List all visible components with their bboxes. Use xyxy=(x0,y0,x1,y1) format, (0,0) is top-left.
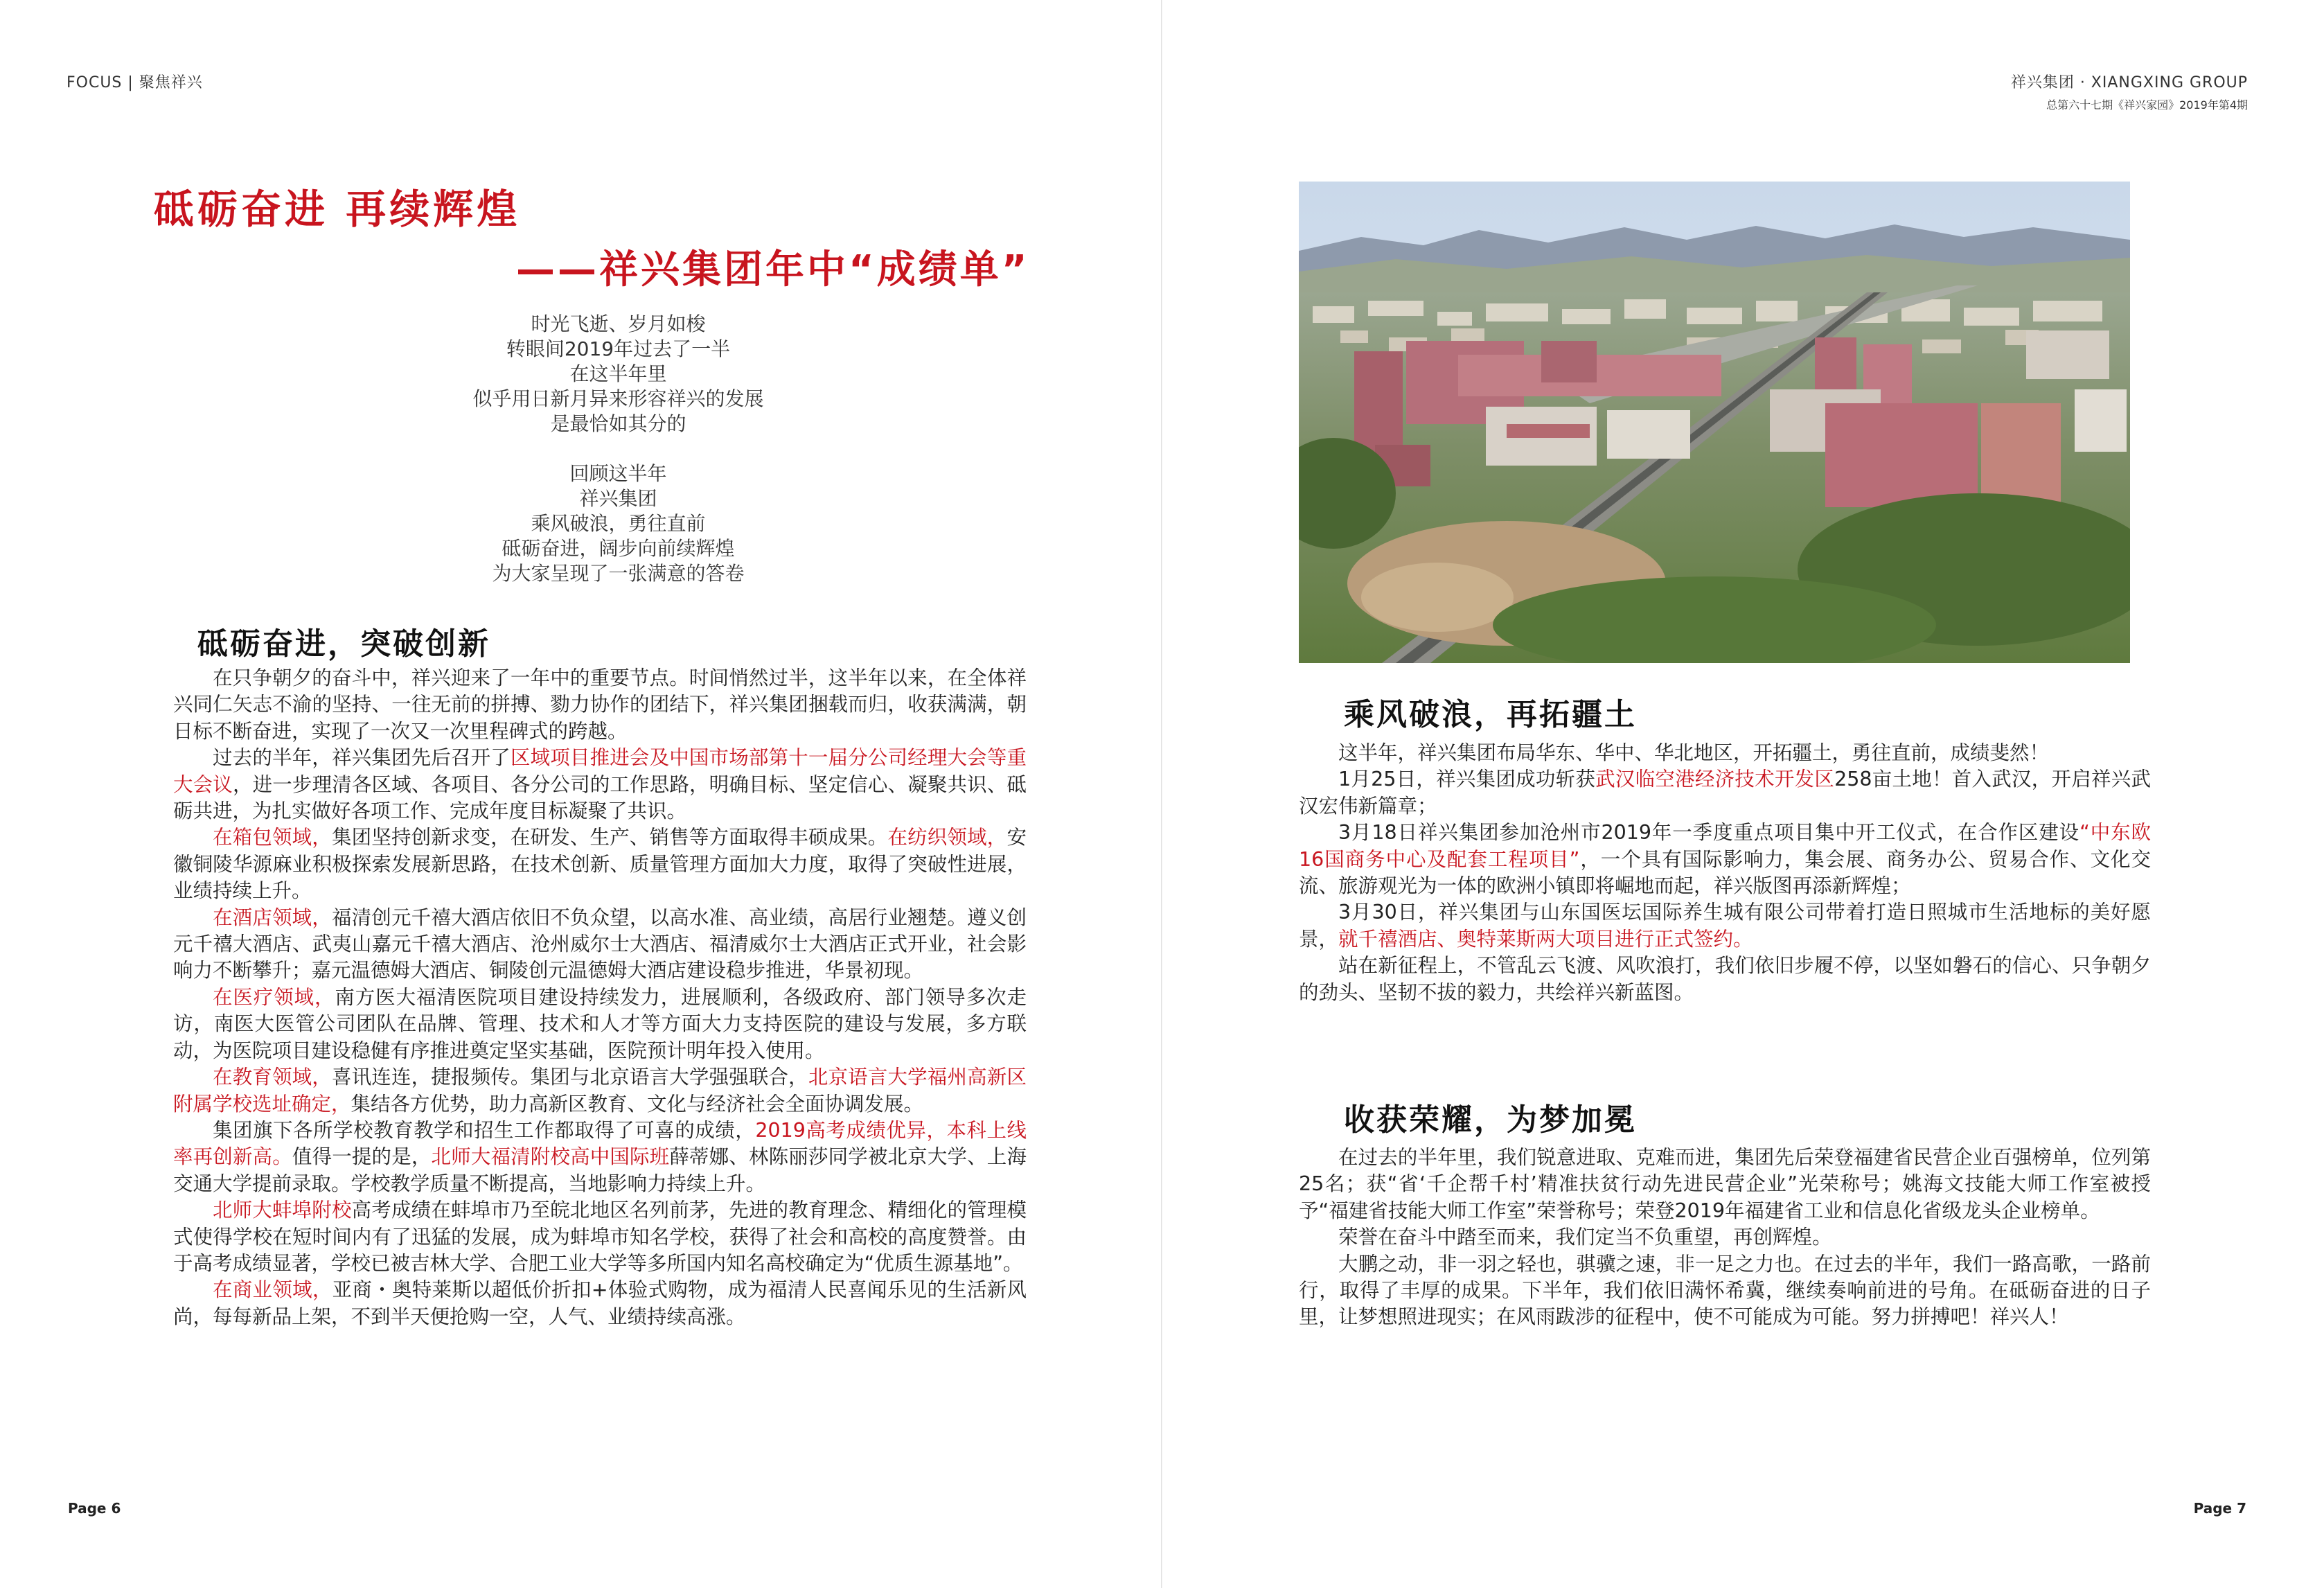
paragraph xyxy=(1299,1145,2151,1224)
text-run: 大鹏之动，非一羽之轻也，骐骥之速，非一足之力也。在过去的半年，我们一路高歌，一路前行，取得了丰厚的成果。下半年，我们依旧满怀希冀，继续奏响前进的号角。在砥砺奋进的日子里，让梦想照进现实；在风雨跋涉的征程中，使不可能成为可能。努力拼搏吧！祥兴人！ xyxy=(1299,1252,2151,1329)
text-run: 值得一提的是， xyxy=(292,1145,432,1169)
text-run: 福清创元千禧大酒店依旧不负众望，以高水准、高业绩，高居行业翘楚。遵义创元千禧大酒店、武夷山嘉元千禧大酒店、沧州威尔士大酒店、福清威尔士大酒店正式开业，社会影响力不断攀升；嘉元温德姆大酒店、铜陵创元温德姆大酒店建设稳步推进，华景初现。 xyxy=(173,906,1027,982)
poem-line: 在这半年里 xyxy=(569,362,667,385)
text-run: 在只争朝夕的奋斗中，祥兴迎来了一年中的重要节点。时间悄然过半，这半年以来，在全体祥兴同仁矢志不渝的坚持、一往无前的拼搏、勠力协作的团结下，祥兴集团捆载而归，收获满满，朝日标不断奋进，实现了一次又一次里程碑式的跨越。 xyxy=(173,667,1027,743)
highlighted-phrase: 在酒店领域， xyxy=(213,906,332,929)
intro-poem xyxy=(360,312,876,586)
text-run: 集团旗下各所学校教育教学和招生工作都取得了可喜的成绩， xyxy=(213,1118,756,1142)
paragraph xyxy=(173,745,1027,824)
publication-header xyxy=(2011,71,2248,112)
text-run: 3月18日祥兴集团参加沧州市2019年一季度重点项目集中开工仪式，在合作区建设 xyxy=(1338,821,2080,845)
section-heading-expansion: 乘风破浪，再拓疆土 xyxy=(1344,697,1637,732)
aerial-city-photo xyxy=(1299,182,2130,663)
highlighted-phrase: 北师大蚌埠附校 xyxy=(213,1199,352,1222)
highlighted-phrase: 在医疗领域， xyxy=(213,985,335,1009)
group-name: 祥兴集团 · XIANGXING GROUP xyxy=(2010,74,2248,91)
highlighted-phrase: 2019高考成绩优异，本科上线率再创新高。 xyxy=(173,1118,1027,1169)
highlighted-phrase: 武汉临空港经济技术开发区 xyxy=(1595,768,1835,791)
highlighted-phrase: 北京语言大学福州高新区附属学校选址确定， xyxy=(173,1066,1027,1115)
paragraph xyxy=(173,665,1027,745)
paragraph xyxy=(1299,1251,2151,1331)
poem-line: 乘风破浪，勇往直前 xyxy=(531,512,706,535)
highlighted-phrase: 在商业领域， xyxy=(213,1278,332,1302)
text-run: 南方医大福清医院项目建设持续发力，进展顺利，各级政府、部门领导多次走访，南医大医管公司团队在品牌、管理、技术和人才等方面大力支持医院的建设与发展，多方联动，为医院项目建设稳健有序推进奠定坚实基础，医院预计明年投入使用。 xyxy=(173,985,1027,1062)
article-title: 砥砺奋进 再续辉煌 xyxy=(154,186,521,233)
paragraph xyxy=(1299,820,2151,899)
issue-info: 总第六十七期《祥兴家园》2019年第4期 xyxy=(2046,98,2248,112)
text-run: 喜讯连连，捷报频传。集团与北京语言大学强强联合， xyxy=(331,1066,808,1089)
paragraph xyxy=(1299,1224,2151,1251)
text-run: 高考成绩在蚌埠市乃至皖北地区名列前茅，先进的教育理念、精细化的管理模式使得学校在短时间内有了迅猛的发展，成为蚌埠市知名学校，获得了社会和高校的高度赞誉。由于高考成绩显著，学校已被吉林大学、合肥工业大学等多所国内知名高校确定为“优质生源基地”。 xyxy=(173,1199,1027,1275)
highlighted-phrase: 在箱包领域， xyxy=(213,826,332,849)
text-run: 1月25日，祥兴集团成功斩获 xyxy=(1338,768,1596,791)
paragraph xyxy=(1299,740,2151,766)
highlighted-phrase: 区域项目推进会及中国市场部第十一届分公司经理大会等重大会议 xyxy=(173,746,1027,796)
section-heading-honors: 收获荣耀，为梦加冕 xyxy=(1344,1102,1637,1138)
page-number-right: Page 7 xyxy=(2193,1500,2246,1517)
stanza-break xyxy=(360,436,876,461)
paragraph xyxy=(1299,953,2151,1006)
poem-line: 是最恰如其分的 xyxy=(550,412,686,435)
section-body-innovation xyxy=(173,665,1027,1330)
text-run: 在过去的半年里，我们锐意进取、克难而进，集团先后荣登福建省民营企业百强榜单，位列第25名；获“省‘千企帮千村’精准扶贫行动先进民营企业”光荣称号；姚海文技能大师工作室被授予“福建省技能大师工作室”荣誉称号；荣登2019年福建省工业和信息化省级龙头企业榜单。 xyxy=(1299,1146,2151,1222)
section-body-honors xyxy=(1299,1145,2151,1331)
poem-line: 转眼间2019年过去了一半 xyxy=(506,337,731,360)
paragraph xyxy=(173,1064,1027,1118)
poem-line: 时光飞逝、岁月如梭 xyxy=(531,312,706,335)
poem-line: 祥兴集团 xyxy=(579,487,657,510)
highlighted-phrase: 就千禧酒店、奥特莱斯两大项目进行正式签约。 xyxy=(1338,927,1753,951)
poem-line: 为大家呈现了一张满意的答卷 xyxy=(492,562,745,585)
text-run: 薛蒂娜、林陈丽莎同学被北京大学、上海交通大学提前录取。学校教学质量不断提高，当地影响力持续上升。 xyxy=(173,1145,1027,1195)
poem-line: 砥砺奋进，阔步向前续辉煌 xyxy=(502,537,735,560)
paragraph xyxy=(173,1277,1027,1330)
paragraph xyxy=(173,1197,1027,1277)
highlighted-phrase: 在教育领域， xyxy=(213,1066,332,1089)
text-run: 集团坚持创新求变，在研发、生产、销售等方面取得丰硕成果。 xyxy=(331,826,888,849)
text-run: 集结各方优势，助力高新区教育、文化与经济社会全面协调发展。 xyxy=(351,1092,924,1115)
text-run: 站在新征程上，不管乱云飞渡、风吹浪打，我们依旧步履不停，以坚如磐石的信心、只争朝夕的劲头、坚韧不拔的毅力，共绘祥兴新蓝图。 xyxy=(1299,954,2151,1004)
page-number-left: Page 6 xyxy=(68,1500,121,1517)
paragraph xyxy=(173,1118,1027,1197)
section-body-expansion xyxy=(1299,740,2151,1006)
highlighted-phrase: “中东欧16国商务中心及配套工程项目” xyxy=(1299,821,2151,871)
article-subtitle: ——祥兴集团年中“成绩单” xyxy=(516,247,1030,292)
text-run: 3月30日，祥兴集团与山东国医坛国际养生城有限公司带着打造日照城市生活地标的美好愿景， xyxy=(1299,901,2151,951)
text-run: 过去的半年，祥兴集团先后召开了 xyxy=(213,746,511,770)
paragraph xyxy=(173,985,1027,1064)
paragraph xyxy=(1299,899,2151,953)
text-run: 荣誉在奋斗中踏至而来，我们定当不负重望，再创辉煌。 xyxy=(1338,1226,1832,1249)
text-run: ，一个具有国际影响力，集会展、商务办公、贸易合作、文化交流、旅游观光为一体的欧洲小镇即将崛地而起，祥兴版图再添新辉煌； xyxy=(1299,847,2151,898)
text-run: 安徽铜陵华源麻业积极探索发展新思路，在技术创新、质量管理方面加大力度，取得了突破性进展，业绩持续上升。 xyxy=(173,826,1027,903)
paragraph xyxy=(173,905,1027,985)
text-run: ，进一步理清各区域、各项目、各分公司的工作思路，明确目标、坚定信心、凝聚共识、砥砺共进，为扎实做好各项工作、完成年度目标凝聚了共识。 xyxy=(173,773,1027,823)
text-run: 亚商・奥特莱斯以超低价折扣+体验式购物，成为福清人民喜闻乐见的生活新风尚，每每新品上架，不到半天便抢购一空，人气、业绩持续高涨。 xyxy=(173,1278,1027,1328)
highlighted-phrase: 北师大福清附校高中国际班 xyxy=(431,1145,670,1169)
paragraph xyxy=(1299,766,2151,820)
highlighted-phrase: 在纺织领域， xyxy=(887,826,1007,849)
text-run: 258亩土地！首入武汉，开启祥兴武汉宏伟新篇章； xyxy=(1299,768,2151,818)
section-header: FOCUS | 聚焦祥兴 xyxy=(66,74,203,91)
poem-line: 回顾这半年 xyxy=(569,462,667,485)
section-heading-innovation: 砥砺奋进，突破创新 xyxy=(197,626,490,662)
poem-line: 似乎用日新月异来形容祥兴的发展 xyxy=(472,387,764,410)
text-run: 这半年，祥兴集团布局华东、华中、华北地区，开拓疆土，勇往直前，成绩斐然！ xyxy=(1338,741,2050,764)
paragraph xyxy=(173,824,1027,904)
